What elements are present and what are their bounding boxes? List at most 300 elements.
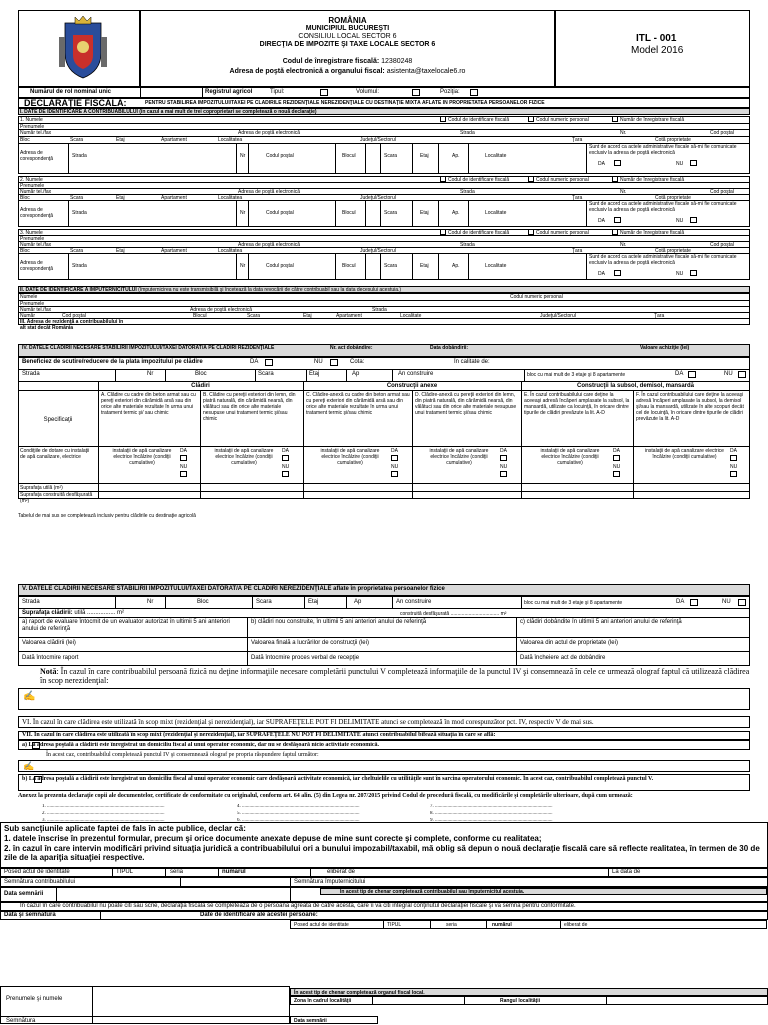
agree-da: DA: [598, 161, 605, 167]
corr-nr-label: Nr: [240, 263, 246, 269]
agree-da-checkbox[interactable]: [614, 270, 621, 276]
iv-da-checkbox[interactable]: [688, 371, 696, 378]
county-label: Judeţul/Sectorul: [360, 248, 396, 254]
apartment-label: Apartament: [161, 248, 187, 254]
first-name-label: Prenumele: [20, 124, 45, 130]
signature-row: [0, 877, 768, 887]
annex-item: 5. ..............................................................................................: [237, 811, 360, 816]
nr-label: Nr.: [620, 189, 627, 195]
id-doc2-label: Posed actul de identitate: [294, 922, 349, 928]
iv-ap-label: Ap: [352, 371, 360, 377]
fiscal-zone-label: Zona în cadrul localităţii: [294, 998, 352, 1004]
header-center: [140, 10, 555, 87]
proxy-cnp-label: Codul numeric personal: [510, 294, 563, 300]
reg-number-checkbox[interactable]: [612, 116, 618, 122]
proxy-floor-label: Etaj: [303, 313, 312, 319]
corr-ap-label: Ap.: [452, 153, 460, 159]
proxy-phone-label: Număr tel./fax: [20, 307, 52, 313]
stair-label: Scara: [70, 248, 84, 254]
phone-label: Număr tel./fax: [20, 130, 52, 136]
street-label: Strada: [460, 189, 475, 195]
id-series-label: seria: [170, 869, 184, 875]
annex-item: 9. ..............................................................................................: [430, 818, 553, 823]
date-sign2-row: [0, 911, 768, 920]
street-label: Strada: [460, 130, 475, 136]
corr-block-label: Blocul: [342, 153, 356, 159]
cnp-label: Codul numeric personal: [536, 177, 589, 183]
utility-da: DA: [282, 448, 289, 454]
position-checkbox[interactable]: [470, 89, 478, 96]
locality-label: Localitatea: [218, 137, 243, 143]
reg-number-label: Număr de înregistrare fiscală: [620, 230, 685, 236]
v-area-useful: utilă ................. m²: [74, 610, 125, 616]
id-type-label: TIPUL: [116, 869, 134, 875]
cnp-checkbox[interactable]: [528, 116, 534, 122]
sanctions-line2: 1. datele înscrise în prezentul formular, precum şi orice documente anexate depuse de mine sunt corecte şi complete, conforme cu realitatea;: [4, 834, 542, 843]
utility-nu-checkbox[interactable]: [391, 471, 398, 477]
country: ROMÂNIA: [328, 16, 367, 25]
council: CONSILIUL LOCAL SECTOR 6: [298, 33, 397, 40]
utility-da-checkbox[interactable]: [730, 455, 737, 461]
proxy-county-label: Judeţul/Sectorul: [540, 313, 576, 319]
spec-label: Specificaţii: [43, 417, 73, 423]
postal-code-label: Cod poştal: [710, 242, 734, 248]
agree-da: DA: [598, 271, 605, 277]
floor-label: Etaj: [116, 137, 125, 143]
position-label: Poziţia:: [440, 89, 460, 95]
utility-da-checkbox[interactable]: [500, 455, 507, 461]
id-number-label: numărul: [222, 869, 246, 875]
v-date-deed: Dată încheiere act de dobândire: [520, 655, 606, 661]
form-model: Model 2016: [631, 45, 684, 56]
section1-note: (în cazul a mai mult de trei coproprietari se completează o nouă declaraţie): [139, 109, 317, 115]
role-number-label: Numărul de rol nominal unic: [30, 89, 112, 95]
proxy-postal-label: Cod poştal: [62, 313, 86, 319]
agree-nu-checkbox[interactable]: [690, 160, 697, 166]
corr-stair-label: Scara: [384, 153, 398, 159]
sig-proxy-label: Semnătura împuternicitului: [294, 879, 366, 885]
v-street-label: Strada: [22, 599, 40, 605]
reg-number-checkbox[interactable]: [612, 229, 618, 235]
corr-locality-label: Localitate: [485, 153, 507, 159]
floor-label: Etaj: [116, 248, 125, 254]
id-doc2-row: [290, 920, 767, 929]
v-date-pv: Dată întocmire proces verbal de recepţie: [251, 655, 360, 661]
built-area-label: Suprafaţa construită desfăşurată (m²): [20, 492, 93, 504]
receipt-label: În acest tip de chenar completează contribuabilul sau împuternicitul acestuia.: [340, 889, 525, 895]
corr-street-label: Strada: [72, 210, 87, 216]
postal-code-label: Cod poştal: [710, 130, 734, 136]
floor-label: Etaj: [116, 195, 125, 201]
corr-stair-label: Scara: [384, 210, 398, 216]
id-series2-label: seria: [446, 922, 457, 928]
utility-da-checkbox[interactable]: [180, 455, 187, 461]
role-row: [18, 87, 750, 98]
v-c-acquired: c) clădiri dobândite în ultimii 5 ani anteriori anului de referinţă: [520, 619, 682, 625]
iv-nr-label: Nr: [147, 371, 154, 377]
declaration-subtitle: PENTRU STABILIREA IMPOZITULUI/TAXEI PE CLĂDIRILE REZIDENŢIALE NEREZIDENŢIALE CU DESTINAŢIE MIXTĂ AFLATE ÎN PROPRIETATEA PERSOANELOR FIZICE: [145, 100, 545, 106]
reg-number-checkbox[interactable]: [612, 176, 618, 182]
cnp-label: Codul numeric personal: [536, 230, 589, 236]
section7-a-handwritten[interactable]: [18, 760, 750, 772]
sanctions-line3: 2. în cazul în care intervin modificări privind situaţia juridică a contribuabilului ori a bunului impozabil/taxabil, mă oblig să depun o nouă declaraţie fiscală care să reflecte realitatea, în termen de 30 de zile de la apariţia situaţiei respective.: [4, 844, 760, 862]
cnp-checkbox[interactable]: [528, 176, 534, 182]
section2-note: (împuternicirea nu este transmisibilă şi încetează la data revocării de către contribuabil sau la data decesului acestuia.): [138, 287, 402, 293]
proxy-stair-label: Scara: [247, 313, 261, 319]
annex-header: Construcţii anexe: [386, 383, 438, 389]
v-value-works: Valoarea finală a lucrărilor de construcţii (lei): [251, 640, 369, 646]
corr-address-label: Adresa de corespondenţă: [20, 150, 54, 162]
agree-da-checkbox[interactable]: [614, 217, 621, 223]
corr-street-label: Strada: [72, 153, 87, 159]
reg-number-label: Număr de înregistrare fiscală: [620, 117, 685, 123]
agree-nu: NU: [676, 271, 684, 277]
locality-label: Localitatea: [218, 195, 243, 201]
annex-item: 1. ..............................................................................................: [42, 804, 165, 809]
v-value-deed: Valoarea din actul de proprietate (lei): [520, 640, 618, 646]
email-label: Adresa de poştă electronică: [238, 130, 300, 136]
proxy-country-label: Ţara: [654, 313, 665, 319]
type-desc: F. În cazul contribuabilului care deţine la aceeaşi adresă încăperi amplasate la subsol, la demisol şi/sau la mansardă, utilizate în alte scopuri decât cel de locuinţă, în oricare dintre tipurile de clădiri prevăzute la lit. A-D: [636, 392, 744, 422]
date-sig-label: Data semnării: [4, 891, 44, 897]
corr-locality-label: Localitate: [485, 263, 507, 269]
phone-label: Număr tel./fax: [20, 242, 52, 248]
agree-label: Sunt de acord ca actele administrative fiscale să-mi fie comunicate exclusiv la adresa de poştă electronică: [589, 254, 737, 266]
v-date-report: Dată întocmire raport: [22, 655, 79, 661]
sig-taxpayer-label: Semnătura contribuabilului: [4, 879, 76, 885]
proxy-apartment-label: Apartament: [336, 313, 362, 319]
v-bloc-label: Bloc: [197, 599, 209, 605]
form-code-box: [555, 10, 750, 87]
section2-title: II. DATE DE IDENTIFICARE A ÎMPUTERNICITULUI: [20, 287, 137, 293]
utility-da: DA: [391, 448, 398, 454]
fiscal-code-label: Codul de înregistrare fiscală:: [282, 58, 380, 65]
corr-postal-label: Codul poştal: [266, 263, 294, 269]
v-ap-label: Ap: [354, 599, 362, 605]
email-label: Adresa de poştă electronică: [238, 242, 300, 248]
stair-label: Scara: [70, 195, 84, 201]
beneficiary-label: Beneficiez de scutire/reducere de la plata impozitului pe clădire: [22, 359, 203, 365]
utility-nu-checkbox[interactable]: [730, 471, 737, 477]
reg-number-label: Număr de înregistrare fiscală: [620, 177, 685, 183]
type-desc: D. Clădire-anexă cu pereţii exteriori din lemn, din piatră naturală, din cărămidă nearsă, din vălătuci sau din orice alte materiale nesupuse unui tratament termic şi/sau chimic: [415, 392, 517, 416]
proxy-street-label: Strada: [372, 307, 387, 313]
corr-ap-label: Ap.: [452, 210, 460, 216]
type-desc: B. Clădire cu pereţii exteriori din lemn, din piatră naturală, din cărămidă nearsă, din vălătuci sau din orice alte materiale nesupuse unui tratament termic şi/sau chimic: [203, 392, 296, 422]
section4-body: [18, 357, 750, 499]
corr-nr-label: Nr: [240, 210, 246, 216]
corr-block-label: Blocul: [342, 210, 356, 216]
utility-da-checkbox[interactable]: [282, 455, 289, 461]
municipality: MUNICIPIUL BUCUREŞTI: [305, 25, 390, 32]
utility-da-checkbox[interactable]: [391, 455, 398, 461]
corr-floor-label: Etaj: [420, 263, 429, 269]
fiscal-id-label: Codul de identificare fiscală: [448, 230, 510, 236]
agri-register-label: Registrul agricol: [205, 89, 253, 95]
directorate: DIRECŢIA DE IMPOZITE ŞI TAXE LOCALE SECTOR 6: [259, 41, 436, 48]
v-a-report: a) raport de evaluare întocmit de un evaluator autorizat în ultimii 5 ani anteriori anului de referinţă: [22, 619, 230, 632]
person-name-label: 3. Numele: [20, 230, 43, 236]
annex-item: 4. ..............................................................................................: [237, 804, 360, 809]
utility-nu: NU: [282, 464, 290, 470]
fiscal-id-checkbox[interactable]: [440, 176, 446, 182]
corr-address-label: Adresa de corespondenţă: [20, 260, 54, 272]
annex-item: 2. ..............................................................................................: [42, 811, 165, 816]
utility-desc: instalaţii de apă canalizare electrice încălzire (condiţii cumulative): [645, 448, 724, 460]
postal-code-label: Cod poştal: [710, 189, 734, 195]
corr-ap-label: Ap.: [452, 263, 460, 269]
email-label: Adresa de poştă electronică a organului fiscal:: [229, 68, 385, 75]
type-desc: A. Clădire cu cadre din beton armat sau cu pereţi exteriori din cărămidă arsă sau din orice alte materiale rezultate în urma unui tratament termic şi/ sau chimic: [101, 392, 196, 416]
fiscal-id-checkbox[interactable]: [440, 116, 446, 122]
county-label: Judeţul/Sectorul: [360, 195, 396, 201]
email-line: [141, 68, 554, 76]
country-label: Ţara: [572, 195, 583, 201]
fiscal-code-line: [141, 58, 554, 66]
section7-b: b) La adresa poştală a clădirii este înregistrat un domiciliu fiscal al unui operator economic care desfăşoară activitate economică, iar cheltuielile cu utilităţile sunt în sarcina operatorului economic. În acest caz, contribuabilul completează punctul V.: [22, 776, 654, 782]
id-number2-label: numărul: [492, 922, 512, 928]
iv-street-label: Strada: [22, 371, 40, 377]
annex-item: 6. ..............................................................................................: [237, 818, 360, 823]
v-b-new: b) clădiri nou construite, în ultimii 5 ani anteriori anului de referinţă: [251, 619, 427, 625]
v-nu-checkbox[interactable]: [738, 599, 746, 606]
annex-item: 8. ..............................................................................................: [430, 811, 553, 816]
v-block-floors: bloc cu mai mult de 3 etaje şi 8 apartamente: [524, 600, 623, 606]
fiscal-id-label: Codul de identificare fiscală: [448, 117, 510, 123]
section6-text: VI. În cazul în care clădirea este utilizată în scop mixt (rezidenţial şi nerezidenţial), iar SUPRAFEŢELE POT FI DELIMITATE atunci se completează în mod corespunzător pct. IV, respectiv V de mai sus.: [22, 718, 594, 726]
iv-scara-label: Scara: [258, 371, 274, 377]
quota-label: Cota:: [350, 359, 365, 365]
cnp-checkbox[interactable]: [528, 229, 534, 235]
iv-etaj-label: Etaj: [309, 371, 320, 377]
fiscal-id-label: Codul de identificare fiscală: [448, 177, 510, 183]
declaration-title: DECLARAŢIE FISCALĂ:: [24, 98, 127, 108]
v-year-label: An construire: [396, 599, 432, 605]
utility-nu: NU: [180, 464, 188, 470]
utility-da: DA: [613, 448, 620, 454]
block-label: Bloc: [20, 137, 30, 143]
iv-nu: NU: [724, 371, 733, 377]
volume-checkbox[interactable]: [412, 89, 420, 96]
basement-header: Construcţii la subsol, demisol, mansardă: [576, 383, 695, 389]
beneficiary-da-checkbox[interactable]: [265, 359, 273, 366]
agree-da-checkbox[interactable]: [614, 160, 621, 166]
person-name-label: 1. Numele: [20, 117, 43, 123]
v-etaj-label: Etaj: [308, 599, 319, 605]
section4-title: IV. DATELE CLĂDIRII NECESARE STABILIRII IMPOZITULUI/TAXEI DATORAT/Ă PE CLĂDIRI REZIDENŢIALE: [22, 345, 275, 351]
section1-title-line: [20, 109, 720, 115]
apartment-label: Apartament: [161, 137, 187, 143]
id-issued2-label: eliberat de: [564, 922, 588, 928]
corr-floor-label: Etaj: [420, 210, 429, 216]
share-label: Cotă proprietate: [655, 248, 691, 254]
corr-nr-label: Nr: [240, 153, 246, 159]
sanctions-line1: Sub sancţiunile aplicate faptei de fals în acte publice, declar că:: [4, 824, 246, 833]
utility-da-checkbox[interactable]: [613, 455, 620, 461]
type-label: Tipul:: [270, 89, 285, 95]
utility-desc: instalaţii de apă canalizare electrice încălzire (condiţii cumulative): [320, 448, 380, 466]
iv-block-floors: bloc cu mai mult de 3 etaje şi 8 apartamente: [527, 372, 626, 378]
email-label: Adresa de poştă electronică: [238, 189, 300, 195]
agree-nu-checkbox[interactable]: [690, 270, 697, 276]
fiscal-rank-label: Rangul localităţii: [500, 998, 541, 1004]
annex-text: Anexez la prezenta declaraţie copii ale documentelor, certificate de conformitate cu originalul, conform art. 64 alin. (5) din Legea nr. 207/2015 privind Codul de procedură fiscală, cu modificările şi completările ulterioare, după cum urmează:: [18, 793, 633, 799]
apartment-label: Apartament: [161, 195, 187, 201]
v-nu: NU: [722, 599, 731, 605]
v-note: [40, 667, 752, 685]
v-handwritten-box[interactable]: [18, 688, 750, 710]
fiscal-date-label: Data semnării: [294, 1018, 327, 1024]
utility-nu: NU: [391, 464, 399, 470]
v-area-built: construită desfăşurată ................................... m²: [400, 611, 507, 617]
utility-nu-checkbox[interactable]: [180, 471, 187, 477]
first-name-label: Prenumele: [20, 236, 45, 242]
share-label: Cotă proprietate: [655, 195, 691, 201]
type-checkbox[interactable]: [320, 89, 328, 96]
country-label: Ţara: [572, 248, 583, 254]
v-area-label: Suprafaţa clădirii:: [22, 610, 73, 616]
annex-item: 3. ..............................................................................................: [42, 818, 165, 823]
proxy-email-label: Adresa de poştă electronică: [190, 307, 252, 313]
section5-title: V. DATELE CLĂDIRII NECESARE STABILIRII IMPOZITULUI/TAXEI DATORAT/Ă PE CLĂDIRI NEREZIDENŢIALE aflate în proprietatea persoanelor fizice: [22, 586, 445, 592]
cnp-label: Codul numeric personal: [536, 117, 589, 123]
fiscal-id-checkbox[interactable]: [440, 229, 446, 235]
locality-label: Localitatea: [218, 248, 243, 254]
county-label: Judeţul/Sectorul: [360, 137, 396, 143]
acts-label: Nr. act dobândire:: [330, 345, 373, 351]
iv-year-label: An construire: [398, 371, 434, 377]
utility-nu: NU: [500, 464, 508, 470]
agree-nu-checkbox[interactable]: [690, 217, 697, 223]
type-desc: E. În cazul contribuabilului care deţine la aceeaşi adresă încăperi amplasate la subsol, la mansardă, utilizate ca locuinţă, în oricare dintre tipurile de clădiri prevăzute la lit. A-D: [524, 392, 630, 416]
utility-desc: instalaţii de apă canalizare electrice încălzire (condiţii cumulative): [429, 448, 489, 466]
utility-desc: instalaţii de apă canalizare electrice încălzire (condiţii cumulative): [214, 448, 274, 466]
type-desc: C. Clădire-anexă cu cadre din beton armat sau cu pereţi exteriori din cărămidă arsă sau din orice alte materiale rezultate în urma unui tratament termic şi/sau chimic: [306, 392, 410, 416]
value-acq-label: Valoare achiziţie (lei): [640, 345, 690, 351]
corr-postal-label: Codul poştal: [266, 153, 294, 159]
fiscal-name-label: Prenumele şi numele: [6, 996, 63, 1002]
capacity-label: În calitate de:: [454, 359, 490, 365]
fiscal-code-value: 12380248: [381, 58, 413, 65]
corr-postal-label: Codul poştal: [266, 210, 294, 216]
proxy-number-label: Număr: [20, 313, 36, 319]
agree-nu: NU: [676, 161, 684, 167]
iv-bloc-label: Bloc: [195, 371, 207, 377]
phone-label: Număr tel./fax: [20, 189, 52, 195]
nr-label: Nr.: [620, 242, 627, 248]
v-note-lead: Notă: [40, 667, 57, 676]
fiscal-left-box: [0, 986, 290, 1024]
v-value-building: Valoarea clădirii (lei): [22, 640, 76, 646]
utility-nu-checkbox[interactable]: [282, 471, 289, 477]
corr-address-label: Adresa de corespondenţă: [20, 207, 54, 219]
section4-footnote: Tabelul de mai sus se completează inclusiv pentru clădirile cu destinaţie agricolă: [18, 513, 196, 519]
date-acq-label: Data dobândirii:: [430, 345, 469, 351]
section1-title: I. DATE DE IDENTIFICARE A CONTRIBUABILULUI: [20, 109, 138, 115]
beneficiary-nu: NU: [314, 359, 323, 365]
utility-desc: instalaţii de apă canalizare electrice încălzire (condiţii cumulative): [540, 448, 600, 466]
section3-title: III. Adresa de rezidenţă a contribuabilului în alt stat decât România: [20, 319, 124, 331]
beneficiary-nu-checkbox[interactable]: [330, 359, 338, 366]
pencil-icon-2: ✍: [23, 761, 35, 771]
block-label: Bloc: [20, 195, 30, 201]
utility-da: DA: [500, 448, 507, 454]
v-area-line: [22, 610, 124, 617]
utility-nu-checkbox[interactable]: [500, 471, 507, 477]
coat-of-arms-box: [18, 10, 140, 87]
v-scara-label: Scara: [256, 599, 272, 605]
stair-label: Scara: [70, 137, 84, 143]
v-nr-label: Nr: [147, 599, 154, 605]
agree-label: Sunt de acord ca actele administrative fiscale să-mi fie comunicate exclusiv la adresa de poştă electronică: [589, 144, 737, 156]
utility-desc: instalaţii de apă canalizare electrice încălzire (condiţii cumulative): [112, 448, 172, 466]
useful-area-label: Suprafaţa utilă (m²): [20, 485, 63, 491]
corr-stair-label: Scara: [384, 263, 398, 269]
id-issued-label: eliberat de: [327, 869, 356, 875]
proxy-firstname-label: Prenumele: [20, 301, 45, 307]
street-label: Strada: [460, 242, 475, 248]
id-data-label: Date de identificare ale acestei persoane:: [200, 912, 318, 918]
utility-da: DA: [180, 448, 187, 454]
annex-item: 7. ..............................................................................................: [430, 804, 553, 809]
id-type2-label: TIPUL: [387, 922, 402, 928]
utilities-label: Condiţiile de dotare cu instalaţii de apă canalizare, electrice: [20, 448, 90, 460]
agree-label: Sunt de acord ca actele administrative fiscale să-mi fie comunicate exclusiv la adresa de poştă electronică: [589, 201, 737, 213]
utility-nu-checkbox[interactable]: [613, 471, 620, 477]
corr-street-label: Strada: [72, 263, 87, 269]
proxy-locality-label: Localitate: [400, 313, 422, 319]
v-da: DA: [676, 599, 685, 605]
section7-a-note: În acest caz, contribuabilul completează punctul IV şi consemnează olograf pe propria răspundere faptul următor:: [46, 752, 319, 758]
pencil-icon: ✍: [23, 691, 36, 702]
iv-da: DA: [675, 371, 684, 377]
utility-nu: NU: [730, 464, 738, 470]
email-value: asistenta@taxelocale6.ro: [386, 68, 466, 75]
beneficiary-da: DA: [250, 359, 259, 365]
block-label: Bloc: [20, 248, 30, 254]
first-name-label: Prenumele: [20, 183, 45, 189]
coat-of-arms-icon: [53, 15, 113, 81]
person-name-label: 2. Numele: [20, 177, 43, 183]
utility-nu: NU: [613, 464, 621, 470]
id-doc-label: Posed actul de identitate: [4, 869, 70, 875]
country-label: Ţara: [572, 137, 583, 143]
section7-a: a) La adresa poştală a clădirii este înregistrat un domiciliu fiscal al unui operator economic, dar nu se desfăşoară nicio activitate economică.: [22, 742, 380, 748]
corr-floor-label: Etaj: [420, 153, 429, 159]
fiscal-sig-label: Semnătura: [6, 1018, 36, 1024]
unable-text: În cazul în care contribuabilul nu poate citi sau scrie, declaraţia fiscală se completează de o persoană agreată de către acesta, care îi va citi integral conţinutul declaraţiei fiscale şi va semna pentru conformitate.: [20, 903, 576, 909]
corr-block-label: Blocul: [342, 263, 356, 269]
fiscal-organ-note: În acest tip de chenar completează organul fiscal local.: [294, 990, 425, 996]
buildings-header: Clădiri: [191, 383, 210, 389]
v-note-text: : În cazul în care contribuabilul persoană fizică nu deţine informaţiile necesare completării punctului V completează informaţiile de la punctul IV şi consemnează în cele ce urmează olograf faptul că utilizează clădirea în scop nerezidenţial:: [40, 667, 750, 685]
proxy-block-label: Blocul: [193, 313, 207, 319]
agree-nu: NU: [676, 218, 684, 224]
agree-da: DA: [598, 218, 605, 224]
volume-label: Volumul:: [356, 89, 380, 95]
utility-da: DA: [730, 448, 737, 454]
proxy-name-label: Numele: [20, 294, 38, 300]
iv-nu-checkbox[interactable]: [738, 371, 746, 378]
share-label: Cotă proprietate: [655, 137, 691, 143]
form-code: ITL - 001: [636, 33, 677, 44]
date-sign2-label: Data şi semnătura: [4, 912, 56, 918]
corr-locality-label: Localitate: [485, 210, 507, 216]
nr-label: Nr.: [620, 130, 627, 136]
section7-text: VII. În cazul în care clădirea este utilizată în scop mixt (rezidenţial şi nerezidenţial), iar SUPRAFEŢELE NU POT FI DELIMITATE atunci contribuabilul bifează situaţia în care se află:: [22, 732, 496, 738]
id-date-label: La data de: [612, 869, 641, 875]
v-da-checkbox[interactable]: [690, 599, 698, 606]
